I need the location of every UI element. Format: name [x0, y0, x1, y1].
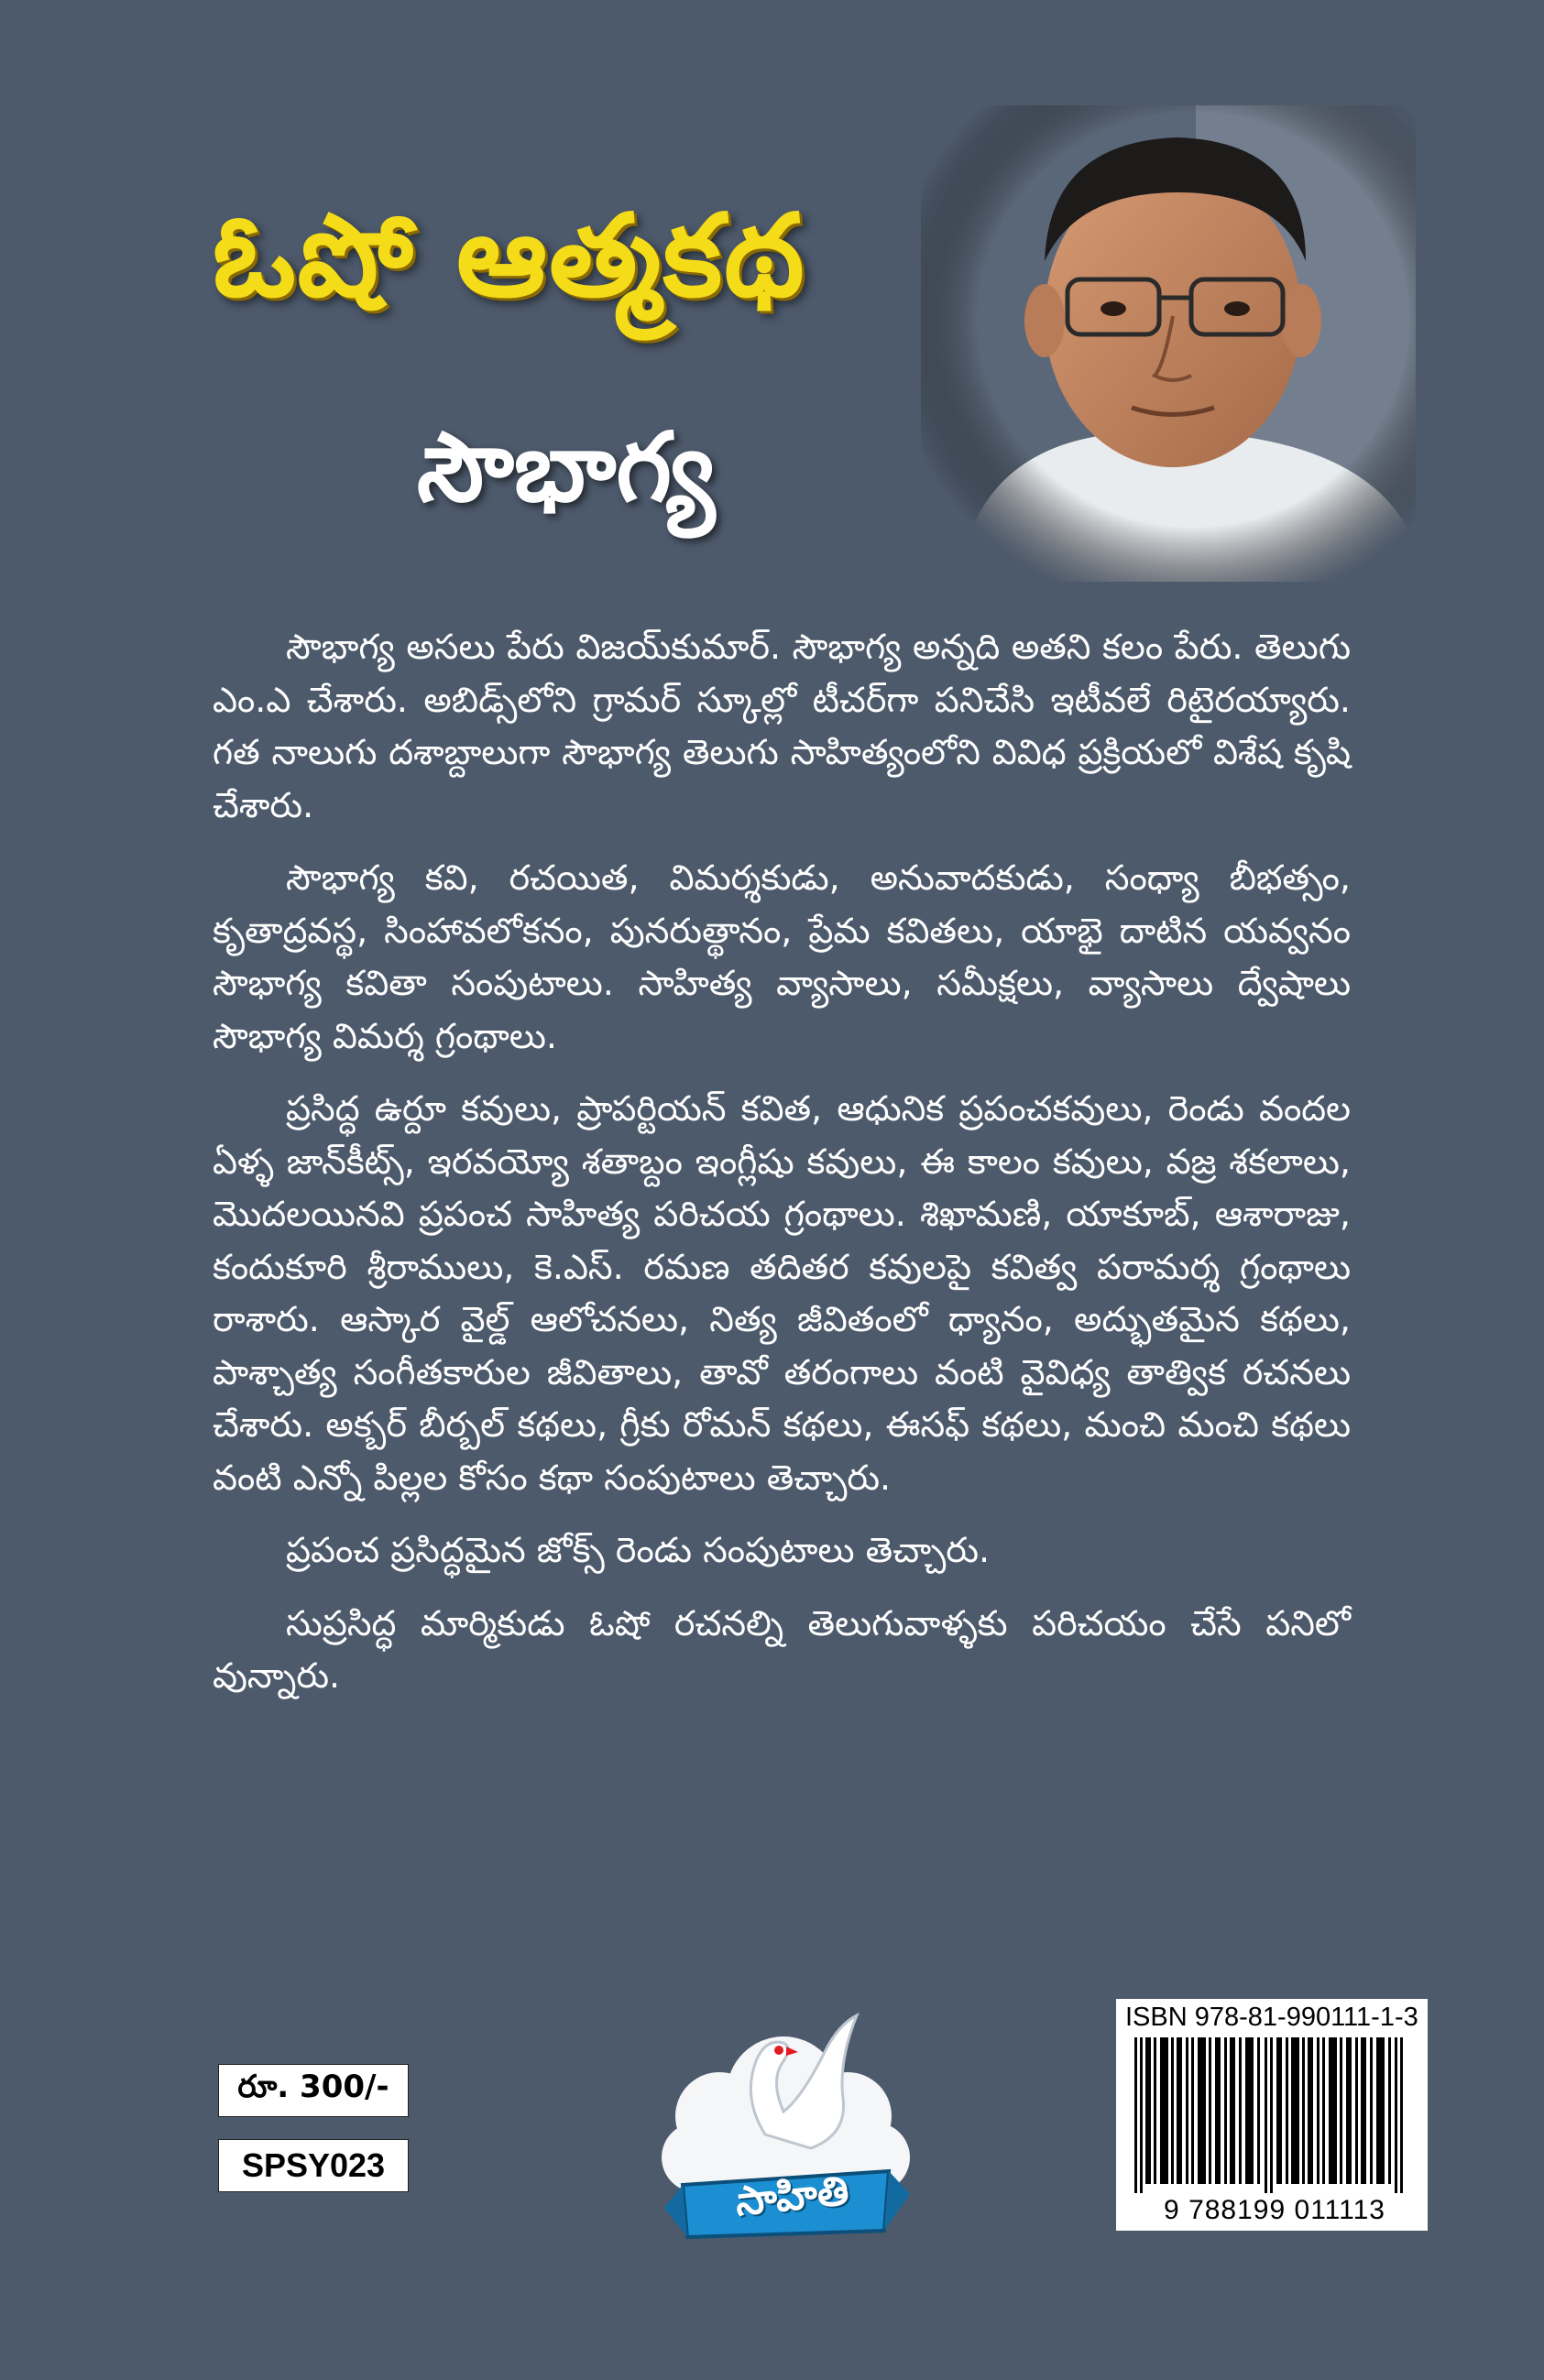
- barcode-bars: [1125, 2037, 1418, 2193]
- bio-paragraph: సుప్రసిద్ధ మార్మికుడు ఓషో రచనల్ని తెలుగువాళ్ళకు పరిచయం చేసే పనిలో వున్నారు.: [213, 1602, 1351, 1696]
- author-name-heading: సౌభాగ్య: [417, 411, 716, 523]
- publisher-name: సాహితి: [733, 2167, 851, 2226]
- isbn-barcode: [1116, 1999, 1428, 2231]
- price-label: రూ. 300/-: [218, 2064, 409, 2117]
- bio-paragraph: ప్రపంచ ప్రసిద్ధమైన జోక్స్ రెండు సంపుటాలు తెచ్చారు.: [286, 1530, 991, 1570]
- book-title: ఓషో ఆత్మకథ: [213, 191, 806, 322]
- barcode-number: 9 788199 011113: [1164, 2195, 1385, 2225]
- isbn-label: ISBN 978-81-990111-1-3: [1125, 2003, 1418, 2032]
- bio-paragraph: సౌభాగ్య కవి, రచయిత, విమర్శకుడు, అనువాదకుడు, సంధ్యా బీభత్సం, కృతాద్రవస్థ, సింహావలోకనం, పునరుత్థానం, ప్రేమ కవితలు, యాభై దాటిన యవ్వనం సౌభాగ్య కవితా సంపుటాలు. సాహిత్య వ్యాసాలు, సమీక్షలు, వ్యాసాలు ద్వేషాలు సౌభాగ్య విమర్శ గ్రంథాలు.: [213, 857, 1351, 1056]
- bio-paragraph: సౌభాగ్య అసలు పేరు విజయ్‌కుమార్. సౌభాగ్య అన్నది అతని కలం పేరు. తెలుగు ఎం.ఎ చేశారు. అబిడ్స్‌లోని గ్రామర్ స్కూల్లో టీచర్‌గా పనిచేసి ఇటీవలే రిటైరయ్యారు. గత నాలుగు దశాబ్దాలుగా సౌభాగ్య తెలుగు సాహిత్యంలోని వివిధ ప్రక్రియలో విశేష కృషి చేశారు.: [213, 627, 1351, 825]
- author-photo: [921, 105, 1416, 582]
- bio-paragraph: ప్రసిద్ధ ఉర్దూ కవులు, ప్రాపర్టియన్ కవిత, ఆధునిక ప్రపంచకవులు, రెండు వందల ఏళ్ళ జాన్‌కీట్స్, ఇరవయ్యో శతాబ్దం ఇంగ్లీషు కవులు, ఈ కాలం కవులు, వజ్ర శకలాలు, మొదలయినవి ప్రపంచ సాహిత్య పరిచయ గ్రంథాలు. శిఖామణి, యాకూబ్, ఆశారాజు, కందుకూరి శ్రీరాములు, కె.ఎస్. రమణ తదితర కవులపై కవిత్వ పరామర్శ గ్రంథాలు రాశారు. ఆస్కార వైల్డ్ ఆలోచనలు, నిత్య జీవితంలో ధ్యానం, అద్భుతమైన కథలు, పాశ్చాత్య సంగీతకారుల జీవితాలు, తావో తరంగాలు వంటి వైవిధ్య తాత్విక రచనలు చేశారు. అక్బర్ బీర్బల్ కథలు, గ్రీకు రోమన్ కథలు, ఈసఫ్ కథలు, మంచి మంచి కథలు వంటి ఎన్నో పిల్లల కోసం కథా సంపుటాలు తెచ్చారు.: [213, 1088, 1351, 1498]
- author-biography: [213, 621, 1351, 1723]
- book-code-label: SPSY023: [218, 2139, 409, 2192]
